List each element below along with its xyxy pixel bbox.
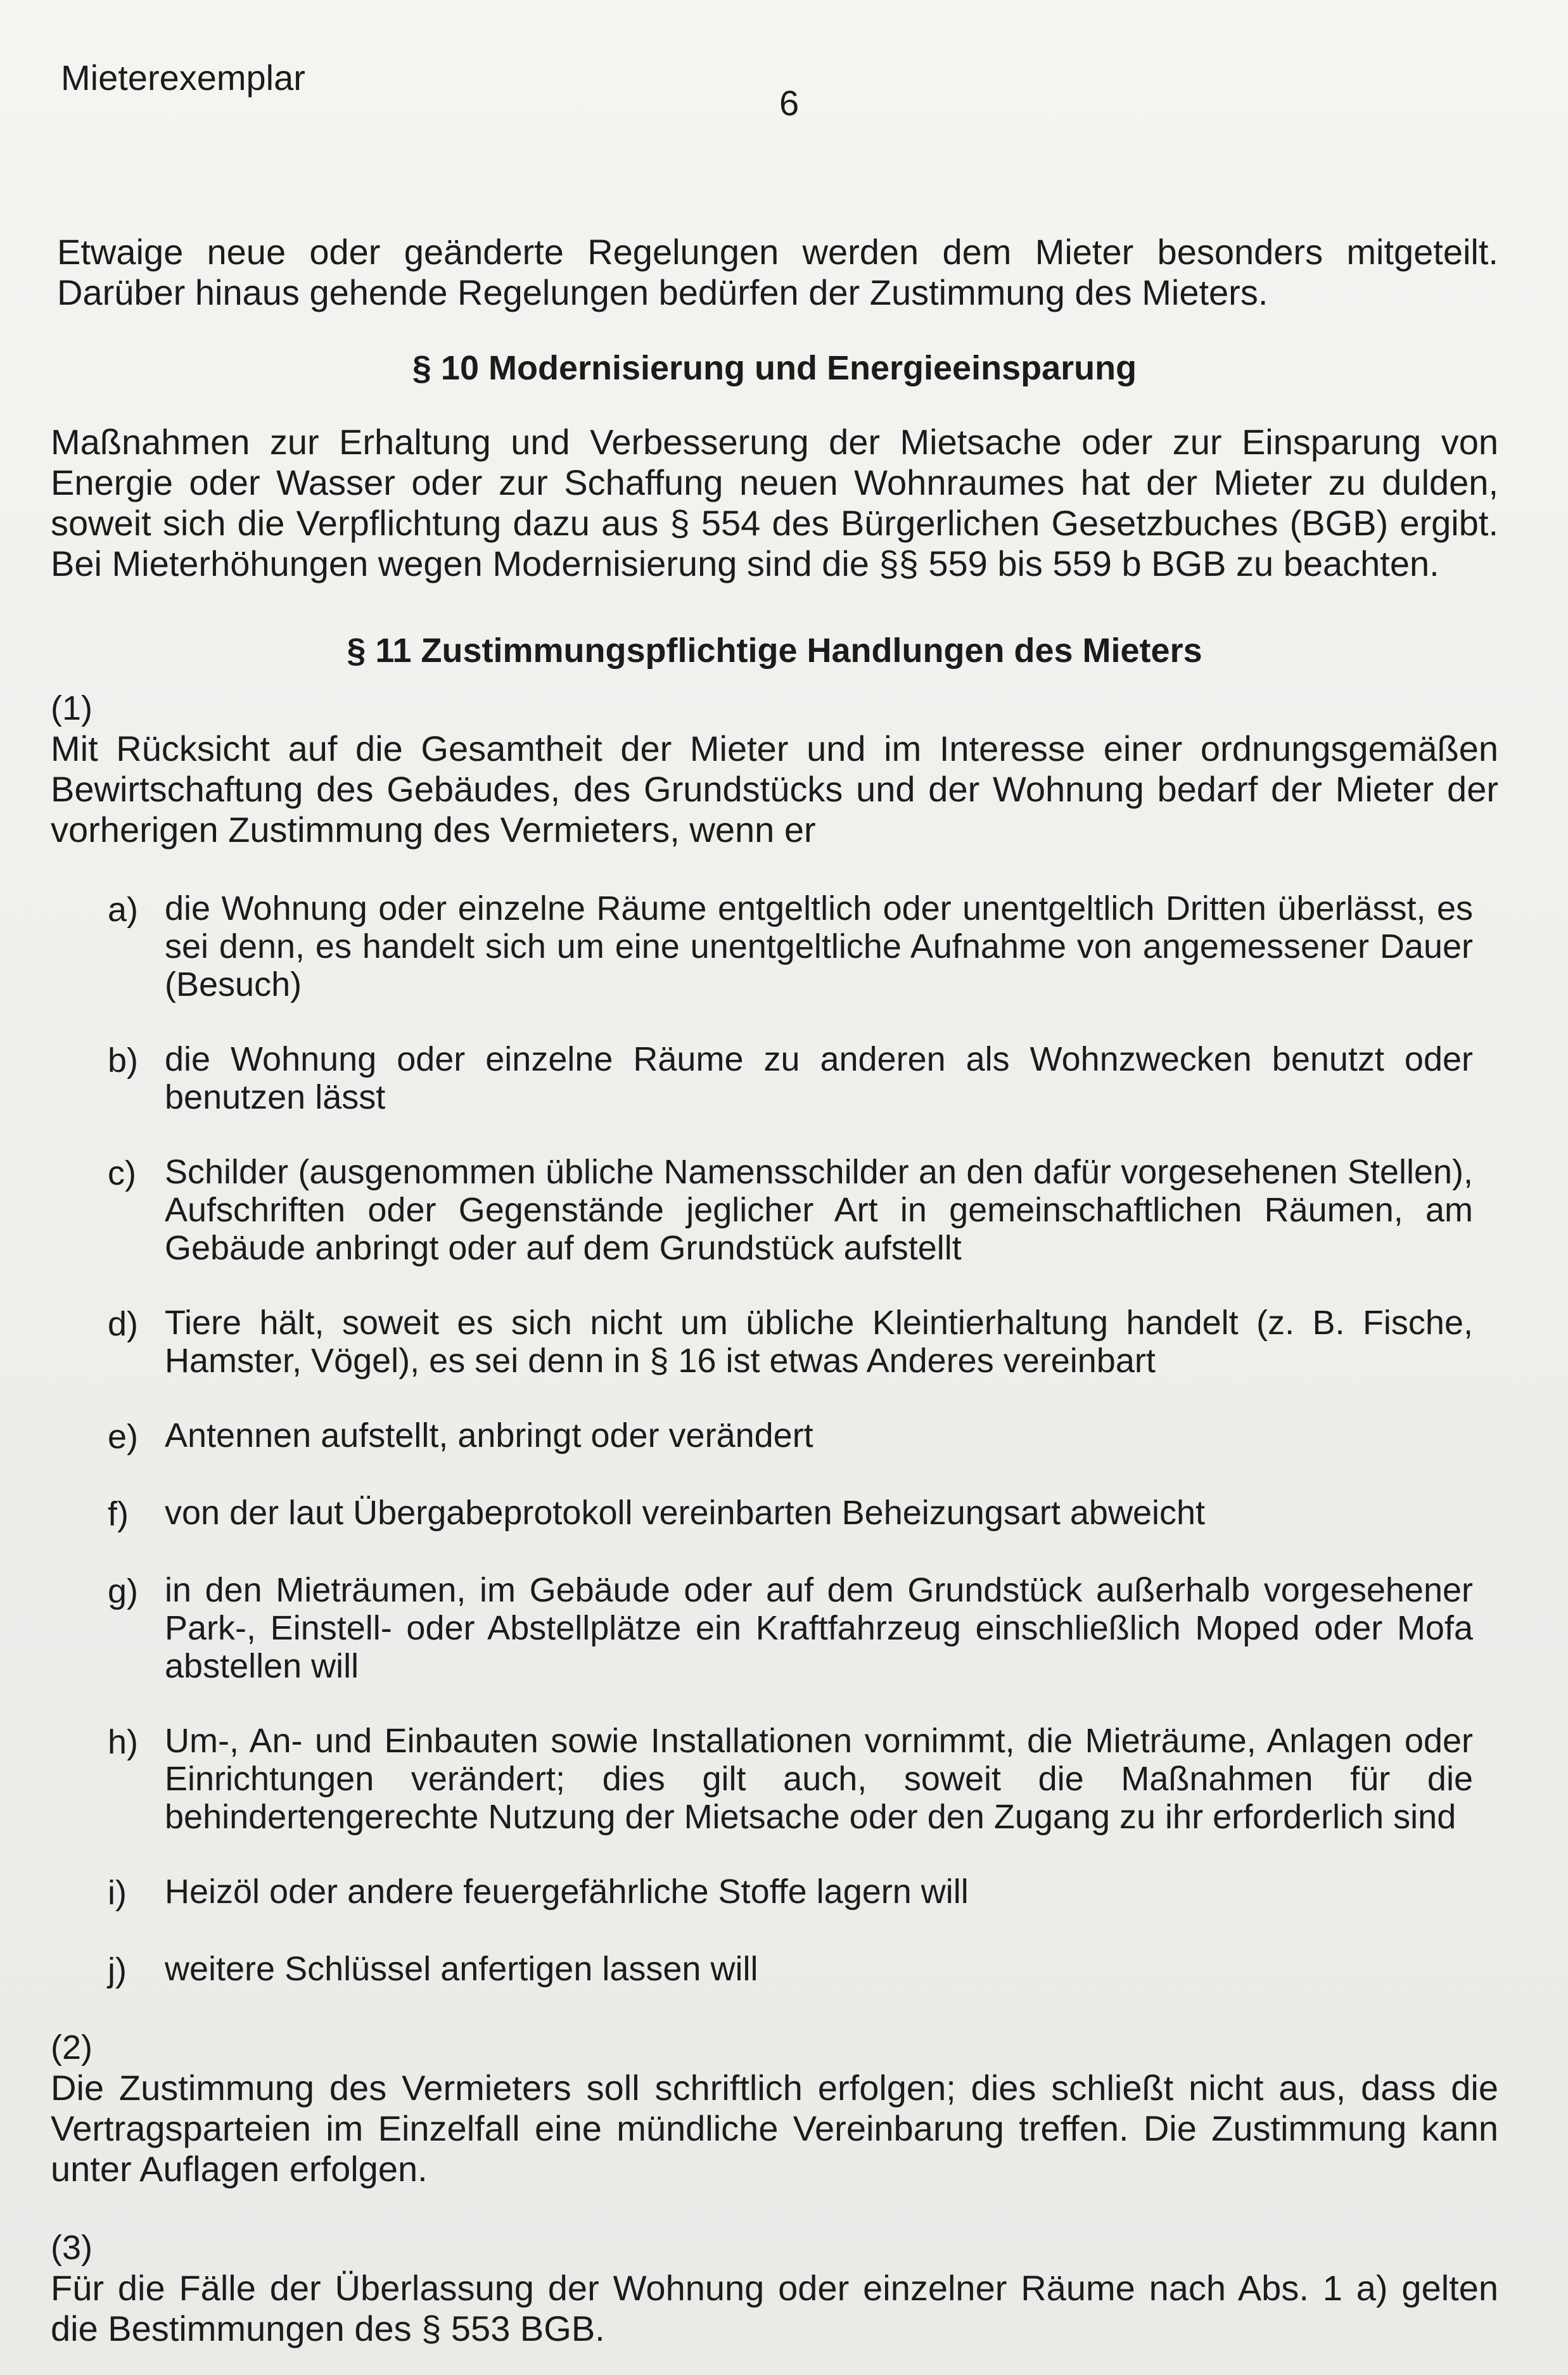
list-item-text: Schilder (ausgenommen übliche Namensschilder an den dafür vorgesehenen Stellen), Aufschriften oder Gegenstände jeglicher Art in gemeinschaftlichen Räumen, am Gebäude anbringt oder auf dem Grundstück aufstellt — [165, 1153, 1473, 1267]
list-item — [108, 1571, 1473, 1685]
section-10-title: § 10 Modernisierung und Energieeinsparung — [412, 349, 1137, 387]
list-item-text: weitere Schlüssel anfertigen lassen will — [165, 1950, 758, 1988]
list-item-text: Um-, An- und Einbauten sowie Installationen vornimmt, die Mieträume, Anlagen oder Einrichtungen verändert; dies gilt auch, soweit die Maßnahmen für die behindertengerechte Nutzung der Mietsache oder den Zugang zu ihr erforderlich sind — [165, 1722, 1473, 1836]
list-item — [108, 1722, 1473, 1836]
list-item-text: Antennen aufstellt, anbringt oder verändert — [165, 1417, 813, 1455]
list-item-letter: h) — [108, 1723, 139, 1761]
page-header — [51, 57, 1498, 184]
list-item-letter: j) — [108, 1951, 127, 1989]
section-10-text: Maßnahmen zur Erhaltung und Verbesserung der Mietsache oder zur Einsparung von Energie oder Wasser oder zur Schaffung neuen Wohnraumes hat der Mieter zu dulden, soweit sich die Verpflichtung dazu aus § 554 des Bürgerlichen Gesetzbuches (BGB) ergibt. Bei Mieterhöhungen wegen Modernisierung sind die §§ 559 bis 559 b BGB zu beachten. — [51, 422, 1498, 583]
paragraph-1-number: (1) — [51, 689, 92, 727]
list-item-letter: d) — [108, 1305, 139, 1343]
list-item-text: in den Mieträumen, im Gebäude oder auf dem Grundstück außerhalb vorgesehener Park-, Einstell- oder Abstellplätze ein Kraftfahrzeug einschließlich Moped oder Mofa abstellen will — [165, 1571, 1473, 1685]
list-item — [108, 1304, 1473, 1380]
list-item — [108, 1040, 1473, 1116]
list-item-text: Heizöl oder andere feuergefährliche Stoffe lagern will — [165, 1873, 969, 1911]
list-item-text: von der laut Übergabeprotokoll vereinbarten Beheizungsart abweicht — [165, 1494, 1206, 1532]
page-number: 6 — [779, 83, 800, 123]
section-11-title: § 11 Zustimmungspflichtige Handlungen des Mieters — [347, 632, 1202, 670]
list-item — [108, 1494, 1473, 1534]
list-item — [108, 1417, 1473, 1457]
list-item-letter: c) — [108, 1154, 136, 1192]
list-item-text: die Wohnung oder einzelne Räume entgeltlich oder unentgeltlich Dritten überlässt, es sei denn, es handelt sich um eine unentgeltliche Aufnahme von angemessener Dauer (Besuch) — [165, 889, 1473, 1003]
paragraph-3-text: Für die Fälle der Überlassung der Wohnung oder einzelner Räume nach Abs. 1 a) gelten die Bestimmungen des § 553 BGB. — [51, 2268, 1498, 2348]
paragraph-1-text: Mit Rücksicht auf die Gesamtheit der Mieter und im Interesse einer ordnungsgemäßen Bewirtschaftung des Gebäudes, des Grundstücks und der Wohnung bedarf der Mieter der vorherigen Zustimmung des Vermieters, wenn er — [51, 729, 1498, 850]
list-item-letter: b) — [108, 1041, 139, 1079]
list-item-letter: g) — [108, 1572, 139, 1610]
list-item — [108, 1153, 1473, 1267]
list-item-letter: a) — [108, 891, 139, 929]
paragraph-3-number: (3) — [51, 2229, 92, 2267]
conditions-list — [51, 889, 1498, 1990]
list-item-letter: i) — [108, 1874, 127, 1912]
paragraph-2-text: Die Zustimmung des Vermieters soll schriftlich erfolgen; dies schließt nicht aus, dass die Vertragsparteien im Einzelfall eine mündliche Vereinbarung treffen. Die Zustimmung kann unter Auflagen erfolgen. — [51, 2068, 1498, 2189]
paragraph-2-number: (2) — [51, 2028, 92, 2066]
list-item-text: Tiere hält, soweit es sich nicht um übliche Kleintierhaltung handelt (z. B. Fische, Hamster, Vögel), es sei denn in § 16 ist etwas Anderes vereinbart — [165, 1304, 1473, 1380]
document-label: Mieterexemplar — [61, 58, 305, 98]
list-item-letter: e) — [108, 1418, 139, 1456]
list-item-letter: f) — [108, 1495, 129, 1533]
list-item — [108, 1873, 1473, 1913]
list-item-text: die Wohnung oder einzelne Räume zu anderen als Wohnzwecken benutzt oder benutzen lässt — [165, 1040, 1473, 1116]
intro-paragraph: Etwaige neue oder geänderte Regelungen werden dem Mieter besonders mitgeteilt. Darüber hinaus gehende Regelungen bedürfen der Zustimmung des Mieters. — [57, 232, 1498, 312]
list-item — [108, 889, 1473, 1003]
list-item — [108, 1950, 1473, 1990]
